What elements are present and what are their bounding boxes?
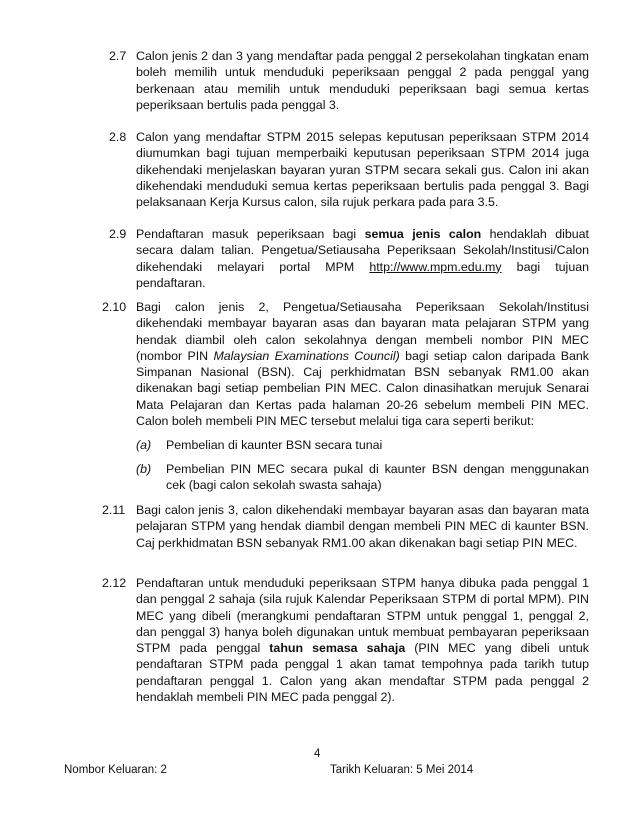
paragraph-number: 2.11 <box>102 503 126 517</box>
portal-link[interactable]: http://www.mpm.edu.my <box>369 259 502 274</box>
text-segment: bagi tujuan pendaftaran. <box>136 259 589 290</box>
issue-date: Tarikh Keluaran: 5 Mei 2014 <box>330 764 474 776</box>
bold-emphasis: tahun semasa sahaja <box>269 641 406 656</box>
paragraph-text <box>136 226 589 291</box>
list-label: (b) <box>136 462 152 476</box>
paragraph-text <box>136 299 589 429</box>
issue-number: Nombor Keluaran: 2 <box>64 764 167 776</box>
paragraph-number: 2.12 <box>102 576 127 590</box>
list-text: Pembelian di kaunter BSN secara tunai <box>166 438 383 452</box>
text-segment: Pendaftaran masuk peperiksaan bagi <box>136 227 365 241</box>
text-segment: hendaklah dibuat secara dalam talian. Pengetua/Setiausaha Peperiksaan Sekolah/Institusi/Calon dikehendaki melayari portal MPM <box>136 227 589 274</box>
bold-emphasis: semua jenis calon <box>364 227 482 241</box>
paragraph-text: Bagi calon jenis 3, calon dikehendaki membayar bayaran asas dan bayaran mata pelajaran STPM yang hendak diambil dengan membeli PIN MEC di kaunter BSN. Caj perkhidmatan BSN sebanyak RM1.00 akan dikenakan bagi setiap PIN MEC. <box>136 503 589 550</box>
paragraph-text: Calon jenis 2 dan 3 yang mendaftar pada penggal 2 persekolahan tingkatan enam boleh memilih untuk menduduki peperiksaan penggal 2 pada penggal yang berkenaan atau memilih untuk menduduki peperiksaan bagi semua kertas peperiksaan bertulis pada penggal 3. <box>136 49 589 112</box>
text-segment: Bagi calon jenis 2, Pengetua/Setiausaha Peperiksaan Sekolah/Institusi dikehendaki membayar bayaran asas dan bayaran mata pelajaran STPM yang hendak diambil oleh calon sekolahnya dengan membeli nombor PIN MEC (nombor PIN <box>136 300 589 363</box>
text-segment: Pendaftaran untuk menduduki peperiksaan STPM hanya dibuka pada penggal 1 dan penggal 2 sahaja (sila rujuk Kalendar Peperiksaan STPM di portal MPM). PIN MEC yang dibeli (merangkumi pendaftaran STPM untuk penggal 1, penggal 2, dan penggal 3) hanya boleh digunakan untuk membuat pembayaran peperiksaan STPM pada penggal <box>136 576 589 656</box>
paragraph-text <box>136 575 589 705</box>
text-segment: bagi setiap calon daripada Bank Simpanan Nasional (BSN). Caj perkhidmatan BSN sebanyak RM1.00 akan dikenakan bagi setiap pembelian PIN MEC. Calon dinasihatkan merujuk Senarai Mata Pelajaran dan Kertas pada halaman 20-26 sebelum membeli PIN MEC. Calon boleh membeli PIN MEC tersebut melalui tiga cara seperti berikut: <box>136 348 589 429</box>
list-label: (a) <box>136 438 152 452</box>
paragraph-number: 2.9 <box>109 227 127 241</box>
page-number: 4 <box>314 748 321 760</box>
paragraph-text: Calon yang mendaftar STPM 2015 selepas keputusan peperiksaan STPM 2014 diumumkan bagi tujuan memperbaiki keputusan peperiksaan STPM 2014 juga dikehendaki menjelaskan bayaran yuran STPM secara sekali gus. Calon ini akan dikehendaki menduduki semua kertas peperiksaan bertulis pada penggal 3. Bagi pelaksanaan Kerja Kursus calon, sila rujuk perkara pada para 3.5. <box>136 130 589 210</box>
paragraph-number: 2.8 <box>109 130 127 144</box>
list-text: Pembelian PIN MEC secara pukal di kaunter BSN dengan menggunakan cek (bagi calon sekolah swasta sahaja) <box>166 462 589 493</box>
italic-term: Malaysian Examinations Council) <box>213 348 400 363</box>
paragraph-number: 2.10 <box>102 300 127 314</box>
paragraph-number: 2.7 <box>109 49 127 63</box>
text-segment: (PIN MEC yang dibeli untuk pendaftaran STPM pada penggal 1 akan tamat tempohnya pada tarikh tutup pendaftaran penggal 1. Calon yang akan mendaftar STPM pada penggal 2 hendaklah membeli PIN MEC pada penggal 2). <box>136 641 589 705</box>
